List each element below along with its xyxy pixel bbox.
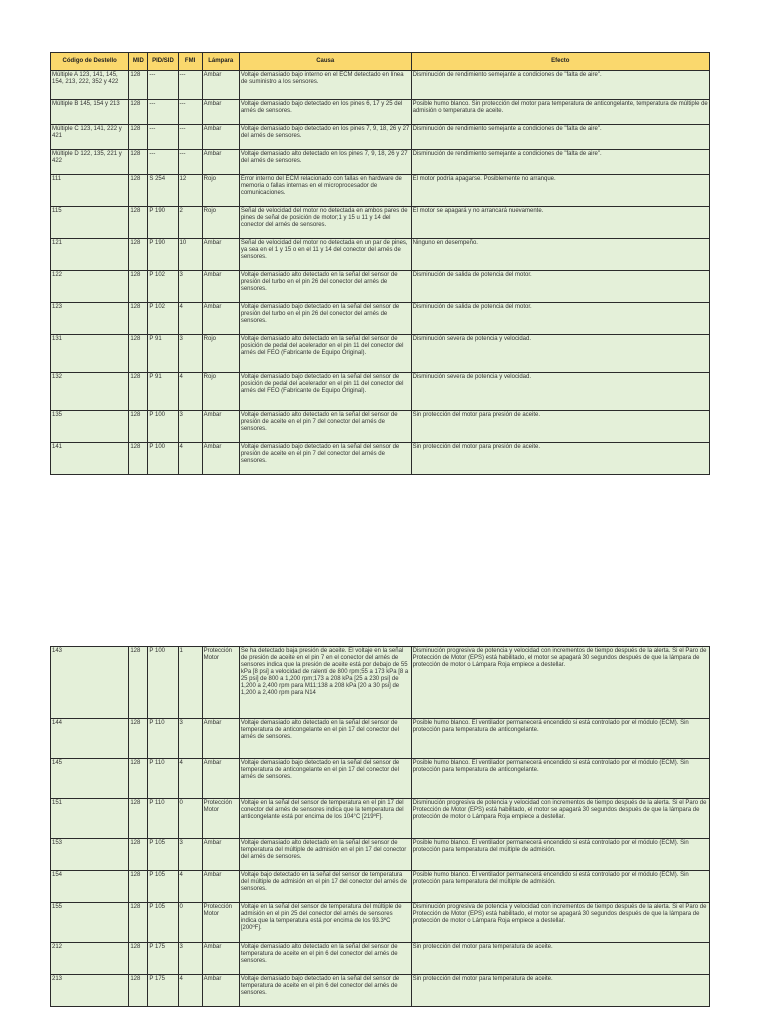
fault-code-table-2 bbox=[50, 646, 710, 1007]
cell-effect: Ninguno en desempeño. bbox=[411, 239, 709, 271]
cell-fmi: 12 bbox=[178, 175, 202, 207]
cell-mid: 128 bbox=[129, 373, 148, 411]
cell-mid: 128 bbox=[129, 303, 148, 335]
cell-effect: Disminución progresiva de potencia y velocidad con incrementos de tiempo después de la alerta. Si el Paro de Protección de Motor (EPS) está habilitado, el motor se apagará 30 segundos después de que la lámpara de protección de motor o Lámpara Roja empiece a destellar. bbox=[411, 647, 709, 719]
cell-fmi: 3 bbox=[178, 943, 202, 975]
cell-lamp: Ambar bbox=[202, 303, 239, 335]
cell-mid: 128 bbox=[129, 943, 148, 975]
table-row bbox=[51, 903, 710, 943]
cell-lamp: Ambar bbox=[202, 150, 239, 175]
header-effect: Efecto bbox=[411, 53, 709, 71]
cell-effect: Disminución de rendimiento semejante a condiciones de "falta de aire". bbox=[411, 125, 709, 150]
cell-fmi: 2 bbox=[178, 207, 202, 239]
cell-mid: 128 bbox=[129, 903, 148, 943]
header-lamp: Lámpara bbox=[202, 53, 239, 71]
cell-cause: Voltaje demasiado alto detectado en la señal del sensor de posición de pedal del acelerador en el pin 11 del conector del arnés del FEO (Fabricante de Equipo Original). bbox=[239, 335, 411, 373]
table-row bbox=[51, 443, 710, 475]
cell-mid: 128 bbox=[129, 335, 148, 373]
cell-lamp: Ambar bbox=[202, 411, 239, 443]
table-row bbox=[51, 839, 710, 871]
cell-mid: 128 bbox=[129, 150, 148, 175]
cell-flash-code: 213 bbox=[51, 975, 129, 1007]
cell-flash-code: 131 bbox=[51, 335, 129, 373]
cell-cause: Señal de velocidad del motor no detectada en ambos pares de pines de señal de posición de motor;1 y 15 u 11 y 14 del conector del arnés de sensores. bbox=[239, 207, 411, 239]
cell-pid-sid: --- bbox=[148, 150, 178, 175]
header-cause: Causa bbox=[239, 53, 411, 71]
cell-pid-sid: P 175 bbox=[148, 975, 178, 1007]
cell-fmi: --- bbox=[178, 100, 202, 125]
cell-pid-sid: P 91 bbox=[148, 373, 178, 411]
cell-fmi: 4 bbox=[178, 443, 202, 475]
cell-flash-code: 144 bbox=[51, 719, 129, 759]
header-flash-code: Código de Destello bbox=[51, 53, 129, 71]
table-row bbox=[51, 239, 710, 271]
cell-fmi: 0 bbox=[178, 799, 202, 839]
table-row bbox=[51, 271, 710, 303]
cell-pid-sid: P 190 bbox=[148, 207, 178, 239]
cell-pid-sid: P 105 bbox=[148, 871, 178, 903]
cell-lamp: Ambar bbox=[202, 871, 239, 903]
table-row bbox=[51, 207, 710, 239]
cell-fmi: 3 bbox=[178, 335, 202, 373]
cell-flash-code: 143 bbox=[51, 647, 129, 719]
cell-fmi: --- bbox=[178, 125, 202, 150]
cell-effect: Sin protección del motor para temperatura de aceite. bbox=[411, 943, 709, 975]
cell-pid-sid: P 175 bbox=[148, 943, 178, 975]
cell-fmi: 1 bbox=[178, 647, 202, 719]
cell-mid: 128 bbox=[129, 647, 148, 719]
cell-mid: 128 bbox=[129, 799, 148, 839]
cell-fmi: 4 bbox=[178, 759, 202, 799]
cell-lamp: Ambar bbox=[202, 759, 239, 799]
cell-effect: Posible humo blanco. El ventilador permanecerá encendido si está controlado por el módulo (ECM). Sin protección para temperatura del múltiple de admisión. bbox=[411, 839, 709, 871]
cell-effect: Disminución de rendimiento semejante a condiciones de "falta de aire". bbox=[411, 150, 709, 175]
cell-mid: 128 bbox=[129, 207, 148, 239]
cell-pid-sid: P 100 bbox=[148, 647, 178, 719]
cell-mid: 128 bbox=[129, 759, 148, 799]
cell-effect: Disminución de salida de potencia del motor. bbox=[411, 271, 709, 303]
cell-lamp: Ambar bbox=[202, 100, 239, 125]
table-row bbox=[51, 100, 710, 125]
cell-lamp: Ambar bbox=[202, 239, 239, 271]
cell-lamp: Ambar bbox=[202, 839, 239, 871]
cell-cause: Se ha detectado baja presión de aceite. El voltaje en la señal de presión de aceite en el pin 7 en el conector del arnés de sensores indica que la presión de aceite está por debajo de 55 kPa [8 psi] a velocidad de ralentí de 800 rpm;55 a 173 kPa [8 a 25 psi] de 800 a 1,200 rpm;173 a 208 kPa [25 a 230 psi] de 1,200 a 2,400 rpm para M11;138 a 208 kPa [20 a 30 psi] de 1,200 a 2,400 rpm para N14 bbox=[239, 647, 411, 719]
cell-fmi: 4 bbox=[178, 303, 202, 335]
cell-fmi: 0 bbox=[178, 903, 202, 943]
table-row bbox=[51, 175, 710, 207]
cell-cause: Voltaje demasiado alto detectado en la señal del sensor de temperatura de anticongelante en el pin 17 del conector del arnés de sensores. bbox=[239, 719, 411, 759]
cell-fmi: 4 bbox=[178, 373, 202, 411]
table-2-body bbox=[51, 647, 710, 1007]
cell-pid-sid: P 110 bbox=[148, 759, 178, 799]
cell-cause: Voltaje demasiado bajo detectado en la señal del sensor de temperatura de aceite en el pin 6 del conector del arnés de sensores. bbox=[239, 975, 411, 1007]
cell-fmi: 4 bbox=[178, 975, 202, 1007]
cell-effect: Sin protección del motor para temperatura de aceite. bbox=[411, 975, 709, 1007]
cell-lamp: Protección Motor bbox=[202, 903, 239, 943]
cell-lamp: Ambar bbox=[202, 71, 239, 100]
cell-flash-code: 141 bbox=[51, 443, 129, 475]
cell-lamp: Protección Motor bbox=[202, 647, 239, 719]
table-row bbox=[51, 759, 710, 799]
cell-flash-code: 123 bbox=[51, 303, 129, 335]
cell-fmi: 10 bbox=[178, 239, 202, 271]
table-row bbox=[51, 799, 710, 839]
cell-flash-code: 111 bbox=[51, 175, 129, 207]
cell-flash-code: 122 bbox=[51, 271, 129, 303]
cell-flash-code: 121 bbox=[51, 239, 129, 271]
cell-mid: 128 bbox=[129, 125, 148, 150]
cell-pid-sid: P 110 bbox=[148, 799, 178, 839]
cell-lamp: Ambar bbox=[202, 271, 239, 303]
cell-effect: El motor se apagará y no arrancará nuevamente. bbox=[411, 207, 709, 239]
cell-pid-sid: P 100 bbox=[148, 411, 178, 443]
cell-cause: Voltaje demasiado bajo detectado en la señal del sensor de temperatura de anticongelante en el pin 17 del conector del arnés de sensores. bbox=[239, 759, 411, 799]
cell-flash-code: 155 bbox=[51, 903, 129, 943]
cell-cause: Voltaje demasiado alto detectado en los pines 7, 9, 18, 26 y 27 del arnés de sensores. bbox=[239, 150, 411, 175]
cell-effect: Disminución de rendimiento semejante a condiciones de "falta de aire". bbox=[411, 71, 709, 100]
table-row bbox=[51, 71, 710, 100]
cell-lamp: Rojo bbox=[202, 335, 239, 373]
cell-pid-sid: P 190 bbox=[148, 239, 178, 271]
cell-cause: Voltaje demasiado bajo detectado en los pines 7, 9, 18, 26 y 27 del arnés de sensores. bbox=[239, 125, 411, 150]
table-row bbox=[51, 373, 710, 411]
cell-flash-code: 212 bbox=[51, 943, 129, 975]
cell-fmi: --- bbox=[178, 71, 202, 100]
table-row bbox=[51, 125, 710, 150]
cell-pid-sid: P 102 bbox=[148, 303, 178, 335]
cell-mid: 128 bbox=[129, 100, 148, 125]
cell-fmi: 3 bbox=[178, 719, 202, 759]
cell-pid-sid: P 105 bbox=[148, 903, 178, 943]
table-row bbox=[51, 411, 710, 443]
table-row bbox=[51, 871, 710, 903]
cell-mid: 128 bbox=[129, 175, 148, 207]
cell-fmi: --- bbox=[178, 150, 202, 175]
cell-lamp: Rojo bbox=[202, 175, 239, 207]
cell-pid-sid: P 102 bbox=[148, 271, 178, 303]
cell-flash-code: 151 bbox=[51, 799, 129, 839]
cell-effect: Disminución de salida de potencia del motor. bbox=[411, 303, 709, 335]
cell-effect: Posible humo blanco. Sin protección del motor para temperatura de anticongelante, temperatura de múltiple de admisión o temperatura de aceite. bbox=[411, 100, 709, 125]
cell-mid: 128 bbox=[129, 871, 148, 903]
cell-effect: Disminución severa de potencia y velocidad. bbox=[411, 373, 709, 411]
cell-effect: Sin protección del motor para presión de aceite. bbox=[411, 443, 709, 475]
cell-cause: Voltaje demasiado alto detectado en la señal del sensor de temperatura del múltiple de admisión en el pin 17 del conector del arnés de sensores. bbox=[239, 839, 411, 871]
cell-flash-code: Múltiple B 145, 154 y 213 bbox=[51, 100, 129, 125]
cell-cause: Voltaje demasiado alto detectado en la señal del sensor de presión de aceite en el pin 7 del conector del arnés de sensores. bbox=[239, 411, 411, 443]
cell-fmi: 3 bbox=[178, 271, 202, 303]
cell-pid-sid: P 110 bbox=[148, 719, 178, 759]
table-row bbox=[51, 303, 710, 335]
cell-cause: Voltaje en la señal del sensor de temperatura del múltiple de admisión en el pin 25 del conector del arnés de sensores indica que la temperatura está por encima de los 93.3ºC [200ºF]. bbox=[239, 903, 411, 943]
cell-lamp: Ambar bbox=[202, 943, 239, 975]
table-row bbox=[51, 719, 710, 759]
table-header-row bbox=[51, 53, 710, 71]
cell-effect: Sin protección del motor para presión de aceite. bbox=[411, 411, 709, 443]
cell-pid-sid: S 254 bbox=[148, 175, 178, 207]
cell-cause: Voltaje demasiado bajo detectado en la señal del sensor de posición de pedal del acelerador en el pin 11 del conector del arnés del FEO (Fabricante de Equipo Original). bbox=[239, 373, 411, 411]
cell-mid: 128 bbox=[129, 411, 148, 443]
cell-cause: Voltaje en la señal del sensor de temperatura en el pin 17 del conector del arnés de sensores indica que la temperatura del anticongelante está por encima de los 104°C [219ºF]. bbox=[239, 799, 411, 839]
cell-lamp: Ambar bbox=[202, 719, 239, 759]
cell-pid-sid: --- bbox=[148, 100, 178, 125]
cell-mid: 128 bbox=[129, 239, 148, 271]
cell-effect: Disminución progresiva de potencia y velocidad con incrementos de tiempo después de la alerta. Si el Paro de Protección de Motor (EPS) está habilitado, el motor se apagará 30 segundos después de que la lámpara de protección de motor o Lámpara Roja empiece a destellar. bbox=[411, 903, 709, 943]
cell-pid-sid: P 91 bbox=[148, 335, 178, 373]
cell-fmi: 3 bbox=[178, 839, 202, 871]
cell-pid-sid: P 105 bbox=[148, 839, 178, 871]
table-1-body bbox=[51, 71, 710, 475]
cell-flash-code: 145 bbox=[51, 759, 129, 799]
table-row bbox=[51, 943, 710, 975]
table-row bbox=[51, 150, 710, 175]
cell-cause: Voltaje demasiado bajo detectado en la señal del sensor de presión del turbo en el pin 26 del conector del arnés de sensores. bbox=[239, 303, 411, 335]
table-row bbox=[51, 647, 710, 719]
cell-cause: Voltaje demasiado bajo interno en el ECM detectado en línea de suministro a los sensores. bbox=[239, 71, 411, 100]
cell-pid-sid: --- bbox=[148, 125, 178, 150]
cell-lamp: Protección Motor bbox=[202, 799, 239, 839]
cell-pid-sid: P 100 bbox=[148, 443, 178, 475]
cell-mid: 128 bbox=[129, 271, 148, 303]
cell-pid-sid: --- bbox=[148, 71, 178, 100]
cell-flash-code: Múltiple D 122, 135, 221 y 422 bbox=[51, 150, 129, 175]
cell-fmi: 3 bbox=[178, 411, 202, 443]
cell-cause: Voltaje demasiado bajo detectado en los pines 6, 17 y 25 del arnés de sensores. bbox=[239, 100, 411, 125]
cell-effect: Disminución severa de potencia y velocidad. bbox=[411, 335, 709, 373]
cell-effect: Posible humo blanco. El ventilador permanecerá encendido si está controlado por el módulo (ECM). Sin protección para temperatura de anticongelante. bbox=[411, 759, 709, 799]
header-pid-sid: PID/SID bbox=[148, 53, 178, 71]
cell-effect: Posible humo blanco. El ventilador permanecerá encendido si está controlado por el módulo (ECM). Sin protección para temperatura del múltiple de admisión. bbox=[411, 871, 709, 903]
cell-flash-code: 135 bbox=[51, 411, 129, 443]
cell-cause: Voltaje demasiado alto detectado en la señal del sensor de presión del turbo en el pin 26 del conector del arnés de sensores. bbox=[239, 271, 411, 303]
cell-effect: Posible humo blanco. El ventilador permanecerá encendido si está controlado por el módulo (ECM). Sin protección para temperatura de anticongelante. bbox=[411, 719, 709, 759]
cell-lamp: Ambar bbox=[202, 975, 239, 1007]
cell-mid: 128 bbox=[129, 839, 148, 871]
cell-flash-code: Múltiple C 123, 141, 222 y 421 bbox=[51, 125, 129, 150]
header-mid: MID bbox=[129, 53, 148, 71]
cell-lamp: Rojo bbox=[202, 207, 239, 239]
cell-mid: 128 bbox=[129, 719, 148, 759]
cell-cause: Error interno del ECM relacionado con fallas en hardware de memoria o fallas internas en el microprocesador de comunicaciones. bbox=[239, 175, 411, 207]
fault-code-table-1 bbox=[50, 52, 710, 475]
cell-flash-code: 132 bbox=[51, 373, 129, 411]
cell-flash-code: 154 bbox=[51, 871, 129, 903]
cell-mid: 128 bbox=[129, 975, 148, 1007]
table-row bbox=[51, 975, 710, 1007]
cell-flash-code: Múltiple A 123, 141, 145, 154, 213, 222, 352 y 422 bbox=[51, 71, 129, 100]
cell-cause: Señal de velocidad del motor no detectada en un par de pines, ya sea en el 1 y 15 o en el 11 y 14 del conector del arnés de sensores. bbox=[239, 239, 411, 271]
cell-effect: El motor podría apagarse. Posiblemente no arranque. bbox=[411, 175, 709, 207]
table-row bbox=[51, 335, 710, 373]
cell-cause: Voltaje bajo detectado en la señal del sensor de temperatura del múltiple de admisión en el pin 17 del conector del arnés de sensores. bbox=[239, 871, 411, 903]
cell-flash-code: 115 bbox=[51, 207, 129, 239]
cell-mid: 128 bbox=[129, 443, 148, 475]
header-fmi: FMI bbox=[178, 53, 202, 71]
cell-lamp: Ambar bbox=[202, 125, 239, 150]
cell-mid: 128 bbox=[129, 71, 148, 100]
cell-effect: Disminución progresiva de potencia y velocidad con incrementos de tiempo después de la alerta. Si el Paro de Protección de Motor (EPS) está habilitado, el motor se apagará 30 segundos después de que la lámpara de protección de motor o Lámpara Roja empiece a destellar. bbox=[411, 799, 709, 839]
cell-cause: Voltaje demasiado alto detectado en la señal del sensor de temperatura de aceite en el pin 6 del conector del arnés de sensores. bbox=[239, 943, 411, 975]
cell-lamp: Rojo bbox=[202, 373, 239, 411]
cell-fmi: 4 bbox=[178, 871, 202, 903]
cell-cause: Voltaje demasiado bajo detectado en la señal del sensor de presión de aceite en el pin 7 del conector del arnés de sensores. bbox=[239, 443, 411, 475]
cell-flash-code: 153 bbox=[51, 839, 129, 871]
cell-lamp: Ambar bbox=[202, 443, 239, 475]
